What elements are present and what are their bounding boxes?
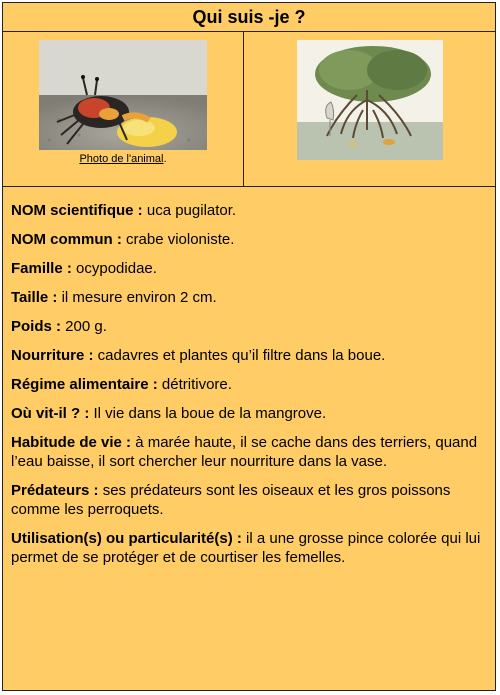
- field-value: Il vie dans la boue de la mangrove.: [89, 405, 327, 422]
- field-label: Nourriture :: [11, 347, 94, 364]
- field-value: crabe violoniste.: [121, 231, 235, 248]
- field-value: il a une grosse pince colorée qui lui permet de se protéger et de courtiser les femelles.: [11, 530, 481, 566]
- photo-cell: [3, 32, 244, 186]
- field-label: Régime alimentaire :: [11, 376, 158, 393]
- field-diet: [11, 375, 487, 394]
- habitat-cell: [244, 32, 495, 186]
- field-family: [11, 259, 487, 278]
- field-value: cadavres et plantes qu’il filtre dans la boue.: [93, 347, 386, 364]
- mangrove-illustration: [297, 40, 443, 160]
- field-value: 200 g.: [61, 318, 107, 335]
- field-value: uca pugilator.: [142, 202, 237, 219]
- field-label: Prédateurs :: [11, 482, 99, 499]
- field-label: Utilisation(s) ou particularité(s) :: [11, 530, 242, 547]
- images-row: [3, 32, 495, 187]
- field-value: ses prédateurs sont les oiseaux et les gros poissons comme les perroquets.: [11, 482, 451, 518]
- photo-link[interactable]: Photo de l'animal: [79, 153, 164, 165]
- field-label: NOM commun :: [11, 231, 122, 248]
- field-label: Taille :: [11, 289, 58, 306]
- field-particularities: [11, 529, 487, 567]
- field-lifestyle: [11, 433, 487, 471]
- field-common-name: [11, 230, 487, 249]
- field-label: NOM scientifique :: [11, 202, 143, 219]
- field-value: il mesure environ 2 cm.: [57, 289, 217, 306]
- field-predators: [11, 481, 487, 519]
- field-label: Poids :: [11, 318, 62, 335]
- field-weight: [11, 317, 487, 336]
- field-habitat: [11, 404, 487, 423]
- animal-card: [2, 2, 496, 691]
- field-food: [11, 346, 487, 365]
- field-label: Habitude de vie :: [11, 434, 132, 451]
- field-value: détritivore.: [157, 376, 232, 393]
- caption-suffix: .: [163, 153, 167, 165]
- photo-caption: [79, 153, 166, 165]
- field-label: Famille :: [11, 260, 72, 277]
- description-list: [3, 187, 495, 567]
- field-label: Où vit-il ? :: [11, 405, 90, 422]
- card-title-text: Qui suis -je ?: [192, 6, 306, 27]
- crab-photo: [39, 40, 207, 150]
- field-scientific-name: [11, 201, 487, 220]
- field-value: à marée haute, il se cache dans des terriers, quand l’eau baisse, il sort chercher leur nourriture dans la vase.: [11, 434, 478, 470]
- field-value: ocypodidae.: [71, 260, 157, 277]
- card-title: [3, 3, 495, 32]
- field-size: [11, 288, 487, 307]
